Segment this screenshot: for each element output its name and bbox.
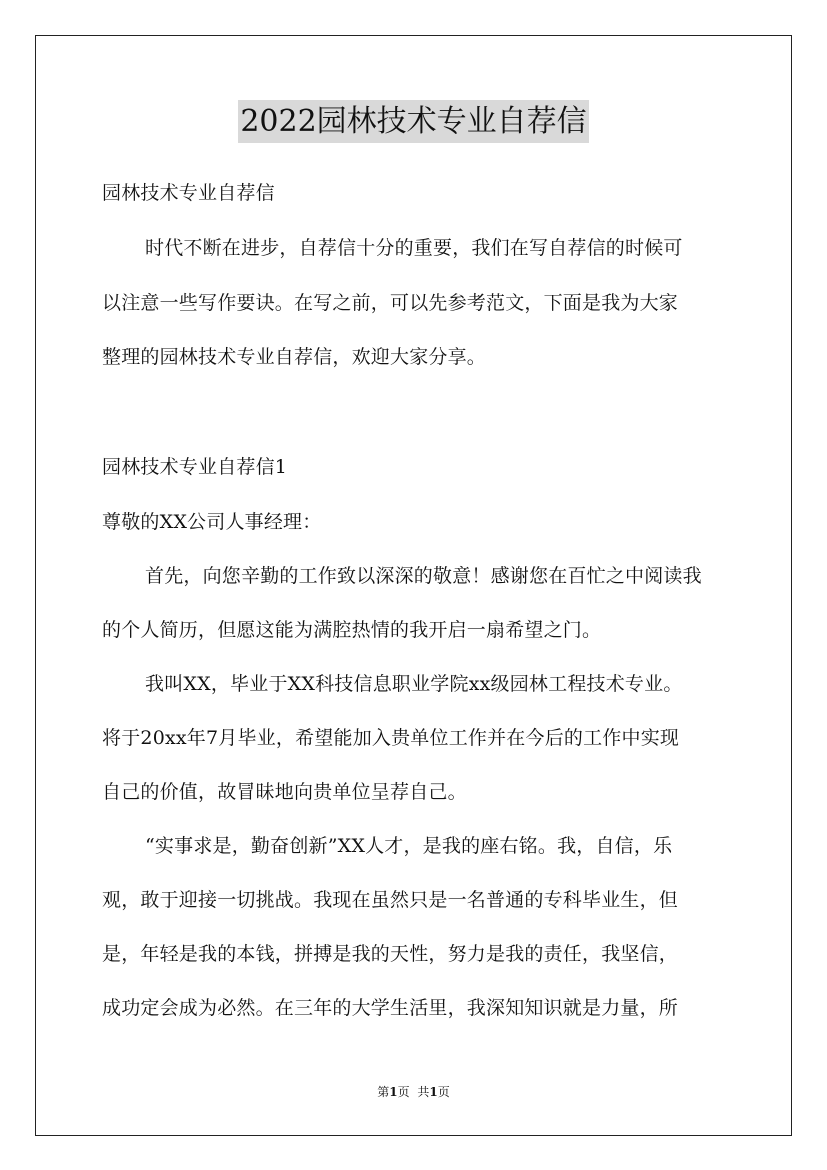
section-heading: 园林技术专业自荐信 (102, 182, 275, 204)
paragraph-line: 时代不断在进步，自荐信十分的重要，我们在写自荐信的时候可 (145, 237, 683, 259)
page-label-prefix: 第 (377, 1085, 390, 1099)
paragraph-line: 将于20xx年7月毕业，希望能加入贵单位工作并在今后的工作中实现 (102, 727, 680, 749)
paragraph-line: 自己的价值，故冒昧地向贵单位呈荐自己。 (102, 781, 467, 803)
paragraph-line: 整理的园林技术专业自荐信，欢迎大家分享。 (102, 346, 487, 368)
document-title (0, 96, 827, 148)
document-title-text: 2022园林技术专业自荐信 (238, 100, 588, 143)
paragraph-line: 观，敢于迎接一切挑战。我现在虽然只是一名普通的专科毕业生，但 (102, 889, 679, 911)
paragraph-line: 我叫XX，毕业于XX科技信息职业学院xx级园林工程技术专业。 (145, 673, 683, 695)
page-footer (0, 1084, 827, 1100)
total-pages: 1 (429, 1085, 438, 1099)
paragraph-line: 成功定会成为必然。在三年的大学生活里，我深知知识就是力量，所 (102, 997, 679, 1019)
paragraph-line: 首先，向您辛勤的工作致以深深的敬意！感谢您在百忙之中阅读我 (145, 565, 702, 587)
page-number: 1 (389, 1085, 398, 1099)
paragraph-line: 以注意一些写作要诀。在写之前，可以先参考范文，下面是我为大家 (102, 292, 679, 314)
paragraph-line: “实事求是，勤奋创新”XX人才，是我的座右铭。我，自信，乐 (145, 835, 673, 857)
salutation: 尊敬的XX公司人事经理： (102, 511, 322, 533)
total-label-suffix: 页 (437, 1085, 450, 1099)
letter-heading: 园林技术专业自荐信1 (102, 456, 288, 478)
paragraph-line: 的个人简历，但愿这能为满腔热情的我开启一扇希望之门。 (102, 619, 602, 641)
total-label-prefix: 共 (417, 1085, 430, 1099)
page-label-suffix: 页 (397, 1085, 410, 1099)
paragraph-line: 是，年轻是我的本钱，拼搏是我的天性，努力是我的责任，我坚信， (102, 943, 679, 965)
